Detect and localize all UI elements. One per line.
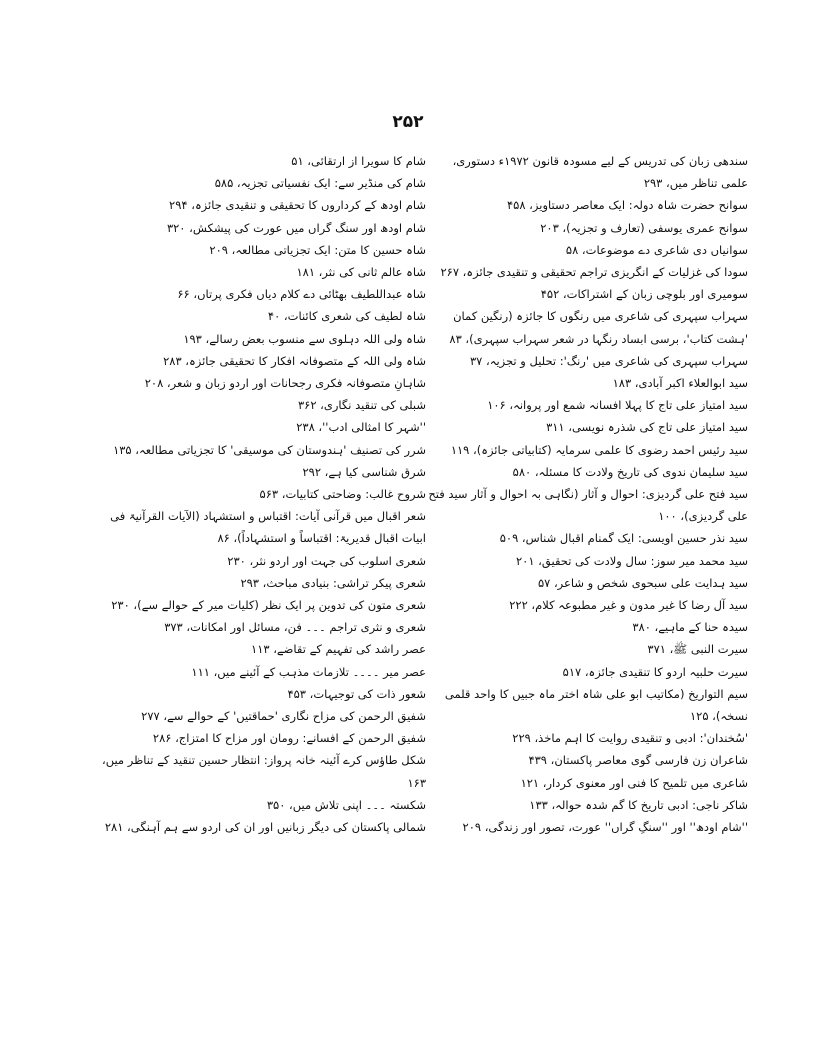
index-entry: ''شہر کا امثالی ادب''، ۲۳۸ — [296, 420, 426, 435]
index-entry: سودا کی غزلیات کے انگریزی تراجم تحقیقی و تنقیدی جائزہ، ۲۶۷ — [440, 265, 748, 280]
index-entry: شعر اقبال میں قرآنی آیات: اقتباس و استشہاد (الآیات القرآنیۃ فی ابیات اقبال قدیریۃ: اقتباساً و استشہاداً)، ۸۶ — [110, 509, 426, 546]
index-entry: سوانح حضرت شاہ دولہ: ایک معاصر دستاویز، ۴۵۸ — [507, 198, 748, 213]
index-entry: شاعری میں تلمیح کا فنی اور معنوی کردار، ۱۲۱ — [520, 775, 748, 790]
index-entry: سید سلیمان ندوی کی تاریخ ولادت کا مسئلہ، ۵۸۰ — [512, 464, 748, 479]
index-entry: سید امتیاز علی تاج کی شذرہ نویسی، ۳۱۱ — [546, 420, 748, 435]
index-entry: شعری و نثری تراجم ۔۔۔ فن، مسائل اور امکانات، ۳۷۳ — [164, 620, 426, 635]
index-entry: سندھی زبان کی تدریس کے لیے مسودہ قانون ۱۹۷۲ء دستوری، علمی تناظر میں، ۲۹۳ — [452, 154, 748, 191]
index-entry: شرر کی تصنیف 'ہندوستان کی موسیقی' کا تجزیاتی مطالعہ، ۱۳۵ — [113, 442, 426, 457]
index-entry: شکل طاؤس کرے آئینہ خانہ پرواز: انتظار حسین تنقید کے تناظر میں، ۱۶۳ — [102, 753, 426, 790]
index-entry: سوانیاں دی شاعری دے موضوعات، ۵۸ — [565, 242, 748, 257]
index-entry: شاہ حسین کا متن: ایک تجزیاتی مطالعہ، ۲۰۹ — [209, 242, 426, 257]
index-entry: سیرت حلبیہ اردو کا تنقیدی جائزہ، ۵۱۷ — [562, 664, 748, 679]
index-entry: سہراب سپہری کی شاعری میں 'رنگ': تحلیل و تجزیہ، ۳۷ — [469, 353, 748, 368]
index-entry: سیم التواریخ (مکاتیب ابو علی شاہ اختر ماہ جبیں کا واحد قلمی نسخہ)، ۱۲۵ — [444, 686, 748, 724]
index-entry: شروح غالب: وضاحتی کتابیات، ۵۶۳ — [259, 487, 426, 502]
index-entry: شفیق الرحمن کے افسانے: رومان اور مزاح کا امتزاج، ۲۸۶ — [152, 731, 426, 746]
index-entry: سومیری اور بلوچی زبان کے اشتراکات، ۴۵۲ — [540, 287, 748, 302]
index-entry: شاہ عبداللطیف بھٹائی دے کلام دیاں فکری پرتاں، ۶۶ — [177, 287, 426, 302]
index-entry: سید محمد میر سوز: سال ولادت کی تحقیق، ۲۰۱ — [516, 553, 748, 568]
index-entry: شام اودھ کے کرداروں کا تحقیقی و تنقیدی جائزہ، ۲۹۴ — [169, 198, 426, 213]
index-entry: سید ہدایت علی سبحوی شخص و شاعر، ۵۷ — [537, 575, 748, 590]
index-entry: شفیق الرحمن کی مزاح نگاری 'حماقتیں' کے حوالے سے، ۲۷۷ — [141, 709, 426, 724]
index-entry: سید نذر حسین اویسی: ایک گمنام اقبال شناس، ۵۰۹ — [499, 531, 748, 546]
index-entry: شمالی پاکستان کی دیگر زبانیں اور ان کی اردو سے ہم آہنگی، ۲۸۱ — [104, 820, 426, 835]
index-column-right — [428, 150, 748, 838]
index-entry: شکستہ ۔۔۔ اپنی تلاش میں، ۳۵۰ — [266, 797, 426, 812]
index-entry: شعری اسلوب کی جہت اور اردو نثر، ۲۳۰ — [227, 553, 426, 568]
index-entry: شاکر ناجی: ادبی تاریخ کا گم شدہ حوالہ، ۱۳۳ — [529, 797, 748, 812]
index-entry: سیدہ حنا کے ماہیے، ۳۸۰ — [632, 620, 748, 635]
index-entry: سہراب سپہری کی شاعری میں رنگوں کا جائزہ (رنگین کمان 'ہشت کتاب'، برسی ابساد رنگہا در شعر سہراب سپہری)، ۸۳ — [449, 309, 748, 346]
index-column-left — [88, 150, 426, 838]
index-entry: شرق شناسی کیا ہے، ۲۹۲ — [302, 464, 426, 479]
index-entry: سید آل رضا کا غیر مدون و غیر مطبوعہ کلام، ۲۲۲ — [509, 598, 748, 613]
index-entry: شعری متون کی تدوین پر ایک نظر (کلیات میر کے حوالے سے)، ۲۳۰ — [111, 598, 426, 613]
index-entry: شعور ذات کی توجیہات، ۴۵۳ — [287, 686, 426, 701]
index-entry: سوانح عمری یوسفی (تعارف و تجزیہ)، ۲۰۳ — [540, 220, 748, 235]
index-entry: سید امتیاز علی تاج کا پہلا افسانہ شمع اور پروانہ، ۱۰۶ — [487, 398, 748, 413]
index-entry: شام کی منڈیر سے: ایک نفسیاتی تجزیہ، ۵۸۵ — [214, 176, 426, 191]
index-entry: عصر راشد کی تفہیم کے تقاضے، ۱۱۳ — [251, 642, 426, 657]
index-entry: شبلی کی تنقید نگاری، ۳۶۲ — [297, 398, 426, 413]
index-entry: شاہ ولی اللہ دہلوی سے منسوب بعض رسالے، ۱۹۳ — [183, 331, 426, 346]
index-entry: عصر میر ۔۔۔۔ تلازمات مذہب کے آئینے میں، ۱۱۱ — [191, 664, 426, 679]
index-entry: شاہ عالم ثانی کی نثر، ۱۸۱ — [296, 265, 426, 280]
page-number: ۲۵۲ — [392, 112, 424, 132]
index-entry: شام اودھ اور سنگ گراں میں عورت کی پیشکش، ۳۲۰ — [166, 220, 426, 235]
index-entry: سید رئیس احمد رضوی کا علمی سرمایہ (کتابیاتی جائزہ)، ۱۱۹ — [450, 442, 748, 457]
index-entry: سید ابوالعلاء اکبر آبادی، ۱۸۳ — [612, 376, 748, 391]
index-entry: سیرت النبی ﷺ، ۳۷۱ — [647, 642, 748, 657]
index-entry: شام کا سویرا از ارتقائی، ۵۱ — [291, 154, 426, 168]
index-entry: شعری پیکر تراشی: بنیادی مباحث، ۲۹۳ — [240, 575, 426, 590]
index-entry: ''شام اودھ'' اور ''سنگِ گراں'' عورت، تصور اور زندگی، ۲۰۹ — [462, 820, 748, 835]
index-entry: شاعران زن فارسی گوی معاصر پاکستان، ۴۳۹ — [528, 753, 748, 768]
index-entry: سید فتح علی گردیزی: احوال و آثار (نگاہی بہ احوال و آثار سید فتح علی گردیزی)، ۱۰۰ — [428, 487, 748, 524]
index-entry: شاہانِ متصوفانہ فکری رجحانات اور اردو زبان و شعر، ۲۰۸ — [144, 376, 426, 391]
index-entry: شاہ ولی اللہ کے متصوفانہ افکار کا تحقیقی جائزہ، ۲۸۳ — [163, 353, 426, 368]
index-entry: شاہ لطیف کی شعری کائنات، ۴۰ — [267, 309, 426, 324]
index-entry: 'سُخندان': ادبی و تنقیدی روایت کا اہم ماخذ، ۲۲۹ — [512, 731, 748, 746]
